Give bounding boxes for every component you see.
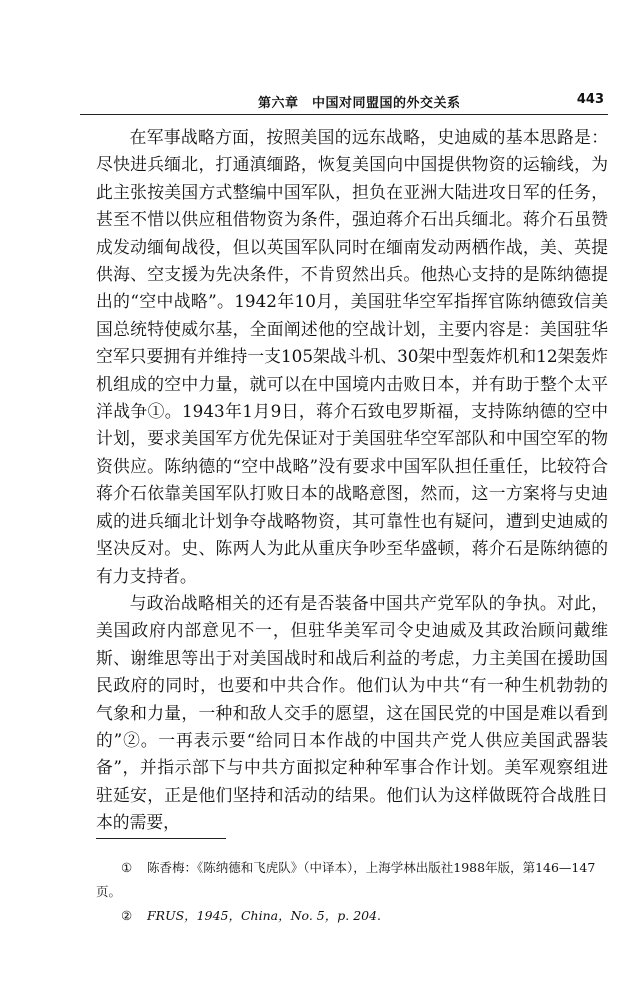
footnote-1-mark: ①	[121, 860, 133, 875]
paragraph-military-strategy: 在军事战略方面，按照美国的远东战略，史迪威的基本思路是：尽快进兵缅北，打通滇缅路，恢复美国向中国提供物资的运输线，为此主张按美国方式整编中国军队，担负在亚洲大陆进攻日军的任务，甚至不惜以供应租借物资为条件，强迫蒋介石出兵缅北。蒋介石虽赞成发动缅甸战役，但以英国军队同时在缅南发动两栖作战，美、英提供海、空支援为先决条件，不肯贸然出兵。他热心支持的是陈纳德提出的“空中战略”。1942年10月，美国驻华空军指挥官陈纳德致信美国总统特使威尔基，全面阐述他的空战计划，主要内容是：美国驻华空军只要拥有并维持一支105架战斗机、30架中型轰炸机和12架轰炸机组成的空中力量，就可以在中国境内击败日本，并有助于整个太平洋战争①。1943年1月9日，蒋介石致电罗斯福，支持陈纳德的空中计划，要求美国军方优先保证对于美国驻华空军部队和中国空军的物资供应。陈纳德的“空中战略”没有要求中国军队担任重任，比较符合蒋介石依靠美国军队打败日本的战略意图，然而，这一方案将与史迪威的进兵缅北计划争夺战略物资，其可靠性也有疑问，遭到史迪威的坚决反对。史、陈两人为此从重庆争吵至华盛顿，蒋介石是陈纳德的有力支持者。	[96, 127, 608, 586]
footnote-1-text: 陈香梅：《陈纳德和飞虎队》（中译本），上海学林出版社1988年版，第146—147页。	[96, 860, 596, 899]
footnote-2	[96, 904, 608, 928]
chapter-title: 第六章 中国对同盟国的外交关系	[258, 96, 461, 111]
page-number: 443	[576, 92, 604, 107]
footnote-2-text: FRUS，1945，China，No. 5，p. 204.	[147, 908, 382, 923]
paragraph-political-strategy: 与政治战略相关的还有是否装备中国共产党军队的争执。对此，美国政府内部意见不一，但驻华美军司令史迪威及其政治顾问戴维斯、谢维思等出于对美国战时和战后利益的考虑，力主美国在援助国民政府的同时，也要和中共合作。他们认为中共“有一种生机勃勃的气象和力量，一种和敌人交手的愿望，这在国民党的中国是难以看到的”②。一再表示要“给同日本作战的中国共产党人供应美国武器装备”，并指示部下与中共方面拟定种种军事合作计划。美军观察组进驻延安，正是他们坚持和活动的结果。他们认为这样做既符合战胜日本的需要，	[96, 592, 608, 833]
footnote-1	[96, 856, 608, 904]
footnote-2-mark: ②	[121, 908, 133, 923]
running-header	[80, 92, 608, 115]
footnote-separator	[96, 838, 226, 839]
main-text	[96, 124, 608, 837]
footnotes	[96, 856, 608, 928]
